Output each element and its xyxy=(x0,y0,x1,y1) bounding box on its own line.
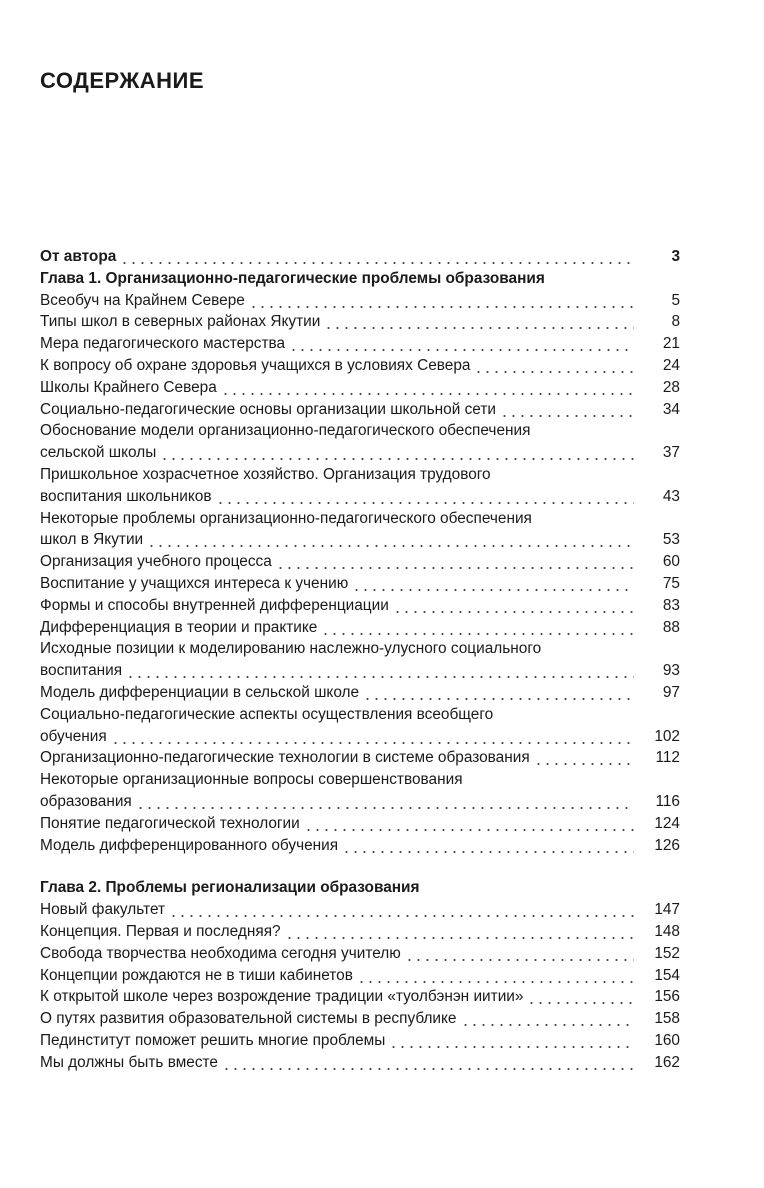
toc-entry-page: 3 xyxy=(671,248,680,265)
leader-dots xyxy=(342,835,634,857)
toc-entry-page: 43 xyxy=(662,487,680,505)
toc-entry-page: 53 xyxy=(662,531,680,549)
toc-entry-title: Модель дифференцированного обучения xyxy=(40,836,339,854)
toc-entry[interactable] xyxy=(40,1052,680,1074)
toc-entry-title: Школы Крайнего Севера xyxy=(40,378,217,396)
toc-entry[interactable] xyxy=(40,638,680,682)
toc-entry-title: Мера педагогического мастерства xyxy=(40,335,286,353)
toc-entry-title: образования xyxy=(40,792,132,810)
leader-dots xyxy=(405,943,634,965)
toc-entry[interactable] xyxy=(40,617,680,639)
leader-dots xyxy=(289,333,634,355)
toc-entry-title: О путях развития образовательной системы в республике xyxy=(40,1010,457,1028)
toc-entry[interactable] xyxy=(40,1008,680,1030)
chapter-2-title xyxy=(40,877,680,899)
toc-entry-title: Модель дифференциации в сельской школе xyxy=(40,683,360,701)
toc-entry[interactable] xyxy=(40,290,680,312)
chapter-title-text: Глава 1. Организационно-педагогические проблемы образования xyxy=(40,269,545,287)
toc-entry-title: Типы школ в северных районах Якутии xyxy=(40,313,321,331)
toc-entry-page: 8 xyxy=(671,313,680,331)
toc-entry[interactable] xyxy=(40,899,680,921)
toc-entry-page: 102 xyxy=(654,727,680,745)
toc-entry-page: 28 xyxy=(662,378,680,396)
toc-entry-title: Организация учебного процесса xyxy=(40,553,272,571)
toc-entry-page: 158 xyxy=(654,1010,680,1028)
toc-entry-page: 116 xyxy=(655,792,680,810)
toc-entry[interactable] xyxy=(40,464,680,508)
table-of-contents xyxy=(40,246,680,1073)
toc-entry-page: 154 xyxy=(654,966,680,984)
toc-entry-title: обучения xyxy=(40,727,107,745)
leader-dots xyxy=(357,965,634,987)
toc-entry-title: Организационно-педагогические технологии в системе образования xyxy=(40,749,530,767)
toc-entry[interactable] xyxy=(40,813,680,835)
leader-dots xyxy=(324,311,634,333)
toc-entry-title: Концепции рождаются не в тиши кабинетов xyxy=(40,966,353,984)
toc-entry-title: школ в Якутии xyxy=(40,531,144,549)
toc-entry[interactable] xyxy=(40,835,680,857)
toc-entry[interactable] xyxy=(40,573,680,595)
toc-entry-title-line: Некоторые проблемы организационно-педагогического обеспечения xyxy=(40,509,532,527)
toc-entry-title-line: Социально-педагогические аспекты осуществления всеобщего xyxy=(40,705,494,723)
leader-dots xyxy=(534,747,634,769)
toc-entry-title-line: Некоторые организационные вопросы совершенствования xyxy=(40,771,463,789)
leader-dots xyxy=(111,726,634,748)
leader-dots xyxy=(249,290,634,312)
leader-dots xyxy=(304,813,634,835)
toc-entry-title: Концепция. Первая и последняя? xyxy=(40,922,281,940)
toc-entry-page: 147 xyxy=(654,901,680,919)
leader-dots xyxy=(276,551,634,573)
toc-entry-from-author[interactable] xyxy=(40,246,680,268)
toc-entry-title: Пединститут поможет решить многие проблемы xyxy=(40,1031,386,1049)
page-title: СОДЕРЖАНИЕ xyxy=(40,68,205,93)
toc-entry-page: 21 xyxy=(662,335,680,353)
toc-entry-page: 97 xyxy=(662,683,680,701)
toc-entry[interactable] xyxy=(40,769,680,813)
leader-dots xyxy=(363,682,634,704)
leader-dots xyxy=(126,660,634,682)
chapter-2-entries xyxy=(40,899,680,1073)
toc-entry-title: Формы и способы внутренней дифференциации xyxy=(40,596,389,614)
toc-entry-page: 112 xyxy=(655,749,680,767)
toc-entry-page: 162 xyxy=(654,1053,680,1071)
toc-entry[interactable] xyxy=(40,355,680,377)
toc-entry[interactable] xyxy=(40,377,680,399)
leader-dots xyxy=(221,377,634,399)
leader-dots xyxy=(160,442,634,464)
toc-entry-page: 126 xyxy=(654,836,680,854)
toc-entry-title: К открытой школе через возрождение традиции «туолбэнэн иитии» xyxy=(40,988,524,1006)
toc-entry-title: Новый факультет xyxy=(40,901,166,919)
toc-entry-page: 152 xyxy=(654,944,680,962)
toc-entry-title-line: Обоснование модели организационно-педагогического обеспечения xyxy=(40,422,531,440)
leader-dots xyxy=(222,1052,634,1074)
leader-dots xyxy=(216,486,634,508)
leader-dots xyxy=(527,986,634,1008)
toc-entry-title: Мы должны быть вместе xyxy=(40,1053,218,1071)
leader-dots xyxy=(120,246,634,268)
toc-entry-title-line: Исходные позиции к моделированию наслежно-улусного социального xyxy=(40,640,542,658)
toc-entry[interactable] xyxy=(40,311,680,333)
toc-entry-title: Понятие педагогической технологии xyxy=(40,814,300,832)
leader-dots xyxy=(147,529,634,551)
toc-entry[interactable] xyxy=(40,682,680,704)
toc-entry[interactable] xyxy=(40,551,680,573)
toc-entry[interactable] xyxy=(40,986,680,1008)
toc-entry-title-line: Пришкольное хозрасчетное хозяйство. Организация трудового xyxy=(40,465,491,483)
toc-entry-page: 93 xyxy=(662,662,680,680)
toc-entry-title: Свобода творчества необходима сегодня учителю xyxy=(40,944,401,962)
toc-entry-page: 88 xyxy=(662,618,680,636)
chapter-title-text: Глава 2. Проблемы регионализации образования xyxy=(40,879,420,897)
leader-dots xyxy=(500,399,634,421)
leader-dots xyxy=(169,899,634,921)
section-gap xyxy=(40,856,680,877)
chapter-1-title xyxy=(40,268,680,290)
toc-entry-page: 24 xyxy=(662,356,680,374)
toc-entry-page: 37 xyxy=(662,444,680,462)
toc-entry-page: 5 xyxy=(671,291,680,309)
toc-entry-title: воспитания xyxy=(40,662,123,680)
leader-dots xyxy=(474,355,634,377)
leader-dots xyxy=(321,617,634,639)
toc-entry-title: сельской школы xyxy=(40,444,157,462)
toc-entry-title: Социально-педагогические основы организации школьной сети xyxy=(40,400,496,418)
toc-entry[interactable] xyxy=(40,704,680,748)
toc-entry[interactable] xyxy=(40,921,680,943)
toc-entry[interactable] xyxy=(40,420,680,464)
toc-entry[interactable] xyxy=(40,399,680,421)
leader-dots xyxy=(136,791,634,813)
toc-entry-page: 156 xyxy=(654,988,680,1006)
leader-dots xyxy=(461,1008,635,1030)
toc-entry-page: 83 xyxy=(662,596,680,614)
toc-entry-title: воспитания школьников xyxy=(40,487,212,505)
toc-entry[interactable] xyxy=(40,333,680,355)
toc-entry[interactable] xyxy=(40,508,680,552)
toc-entry-title: Дифференциация в теории и практике xyxy=(40,618,318,636)
leader-dots xyxy=(393,595,634,617)
toc-entry[interactable] xyxy=(40,1030,680,1052)
chapter-1-entries xyxy=(40,290,680,857)
toc-entry[interactable] xyxy=(40,747,680,769)
toc-entry-page: 60 xyxy=(662,553,680,571)
leader-dots xyxy=(389,1030,634,1052)
toc-entry[interactable] xyxy=(40,965,680,987)
toc-entry-page: 34 xyxy=(662,400,680,418)
toc-entry-title: От автора xyxy=(40,248,117,265)
toc-entry-page: 124 xyxy=(654,814,680,832)
leader-dots xyxy=(285,921,634,943)
toc-entry-title: Воспитание у учащихся интереса к учению xyxy=(40,574,349,592)
leader-dots xyxy=(352,573,634,595)
toc-entry-page: 148 xyxy=(654,922,680,940)
toc-entry-page: 75 xyxy=(662,574,680,592)
toc-entry-page: 160 xyxy=(654,1031,680,1049)
toc-entry[interactable] xyxy=(40,943,680,965)
toc-entry-title: Всеобуч на Крайнем Севере xyxy=(40,291,245,309)
toc-entry[interactable] xyxy=(40,595,680,617)
toc-entry-title: К вопросу об охране здоровья учащихся в условиях Севера xyxy=(40,356,471,374)
